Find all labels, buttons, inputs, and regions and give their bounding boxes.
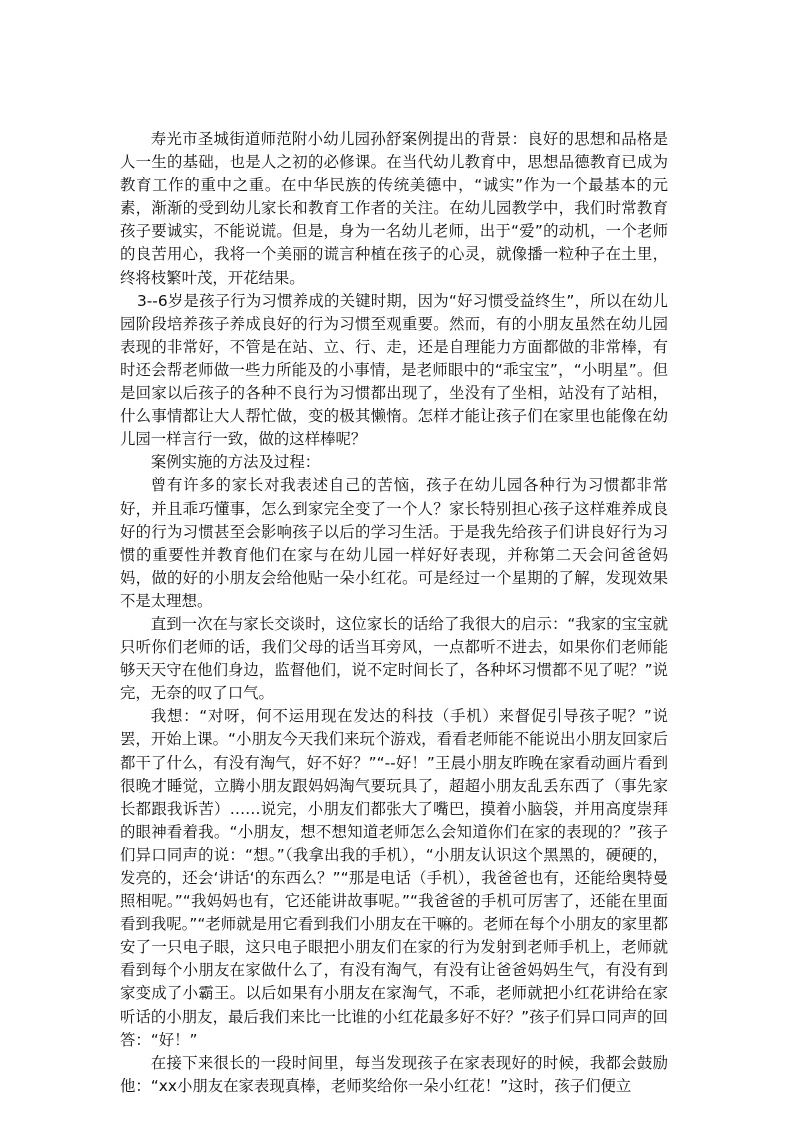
paragraph-phone-idea: 我想：“对呀，何不运用现在发达的科技（手机）来督促引导孩子呢？”说罢，开始上课。“小朋友今天我们来玩个游戏，看看老师能不能说出小朋友回家后都干了什么，有没有淘气，好不好？”“--好！”王晨小朋友昨晚在家看动画片看到很晚才睡觉，立腾小朋友跟妈妈淘气要玩具了，超超小朋友乱丢东西了（事先家长都跟我诉苦）……说完，小朋友们都张大了嘴巴，摸着小脑袋，并用高度崇拜的眼神看着我。“小朋友，想不想知道老师怎么会知道你们在家的表现的？”孩子们异口同声的说：“想。”（我拿出我的手机），“小朋友认识这个黑黑的，硬硬的，发亮的，还会‘讲话‘的东西么？”“那是电话（手机），我爸爸也有，还能给奥特曼照相呢。”“我妈妈也有，它还能讲故事呢。”“我爸爸的手机可厉害了，还能在里面看到我呢。”“老师就是用它看到我们小朋友在干嘛的。老师在每个小朋友的家里都安了一只电子眼，这只电子眼把小朋友们在家的行为发射到老师手机上，老师就看到每个小朋友在家做什么了，有没有淘气，有没有让爸爸妈妈生气，有没有到家变成了小霸王。以后如果有小朋友在家淘气，不乖，老师就把小红花讲给在家听话的小朋友，最后我们来比一比谁的小红花最多好不好？”孩子们异口同声的回答：“好！” (120, 707, 668, 1049)
paragraph-conversation: 直到一次在与家长交谈时，这位家长的话给了我很大的启示：“我家的宝宝就只听你们老师的话，我们父母的话当耳旁风，一点都听不进去，如果你们老师能够天天守在他们身边，监督他们，说不定时间长了，各种坏习惯都不见了呢？”说完，无奈的叹了口气。 (120, 614, 668, 703)
document-page (120, 128, 668, 1098)
section-heading-method: 案例实施的方法及过程： (150, 453, 321, 472)
paragraph-encourage: 在接下来很长的一段时间里，每当发现孩子在家表现好的时候，我都会鼓励他：“xx小朋友在家表现真棒，老师奖给你一朵小红花！”这时，孩子们便立 (120, 1053, 668, 1095)
paragraph-age-habits: 3--6岁是孩子行为习惯养成的关键时期，因为“好习惯受益终生”，所以在幼儿园阶段培养孩子养成良好的行为习惯至观重要。然而，有的小朋友虽然在幼儿园表现的非常好，不管是在站、立、行、走，还是自理能力方面都做的非常棒，有时还会帮老师做一些力所能及的小事情，是老师眼中的“乖宝宝”，“小明星”。但是回家以后孩子的各种不良行为习惯都出现了，坐没有了坐相，站没有了站相，什么事情都让大人帮忙做，变的极其懒惰。怎样才能让孩子们在家里也能像在幼儿园一样言行一致，做的这样棒呢？ (120, 291, 668, 449)
paragraph-background: 寿光市圣城街道师范附小幼儿园孙舒案例提出的背景：良好的思想和品格是人一生的基础，也是人之初的必修课。在当代幼儿教育中，思想品德教育已成为教育工作的重中之重。在中华民族的传统美德中，“诚实”作为一个最基本的元素，渐渐的受到幼儿家长和教育工作者的关注。在幼儿园教学中，我们时常教育孩子要诚实，不能说谎。但是，身为一名幼儿老师，出于“爱”的动机，一个老师的良苦用心，我将一个美丽的谎言种植在孩子的心灵，就像播一粒种子在土里，终将枝繁叶茂，开花结果。 (120, 130, 668, 287)
paragraph-parents-worry: 曾有许多的家长对我表述自己的苦恼，孩子在幼儿园各种行为习惯都非常好，并且乖巧懂事，怎么到家完全变了一个人？家长特别担心孩子这样难养成良好的行为习惯甚至会影响孩子以后的学习生活。于是我先给孩子们讲良好行为习惯的重要性并教育他们在家与在幼儿园一样好好表现，并称第二天会问爸爸妈妈，做的好的小朋友会给他贴一朵小红花。可是经过一个星期的了解，发现效果不是太理想。 (120, 476, 668, 610)
